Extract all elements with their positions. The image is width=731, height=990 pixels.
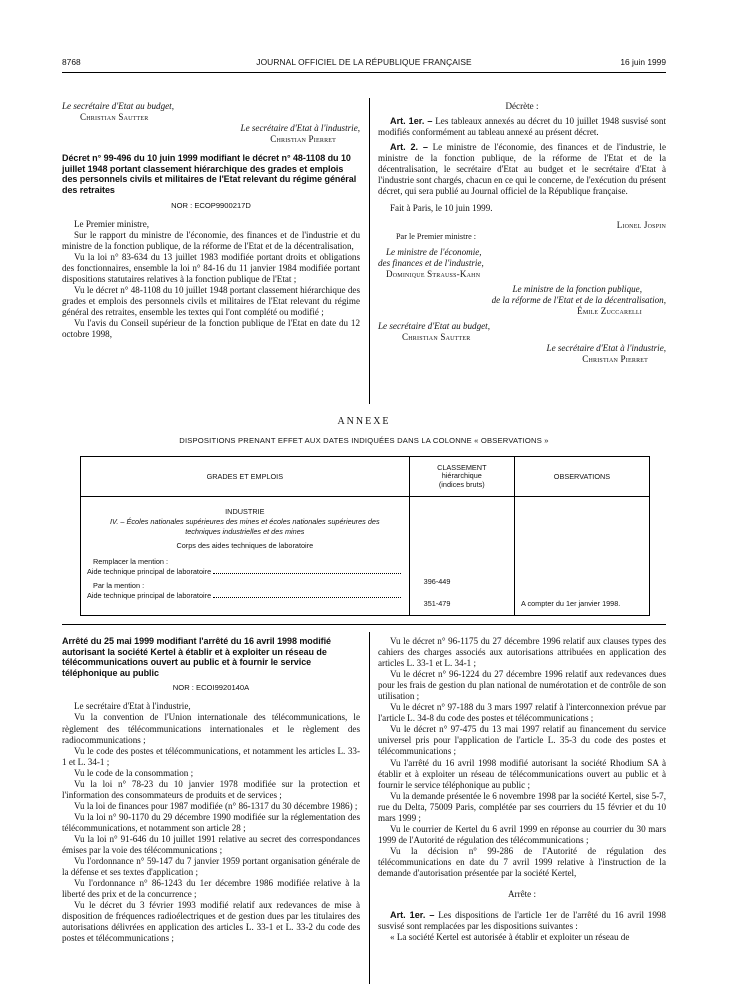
signatory-title: des finances et de l'industrie,	[378, 257, 484, 268]
arrete-label: Arrête :	[507, 889, 537, 900]
column-header-grades: GRADES ET EMPLOIS	[81, 457, 410, 497]
signatory-name: Christian Sautter	[80, 112, 149, 123]
paragraph: Vu la demande présentée le 6 novembre 1998 par la société Kertel, sise 5-7, rue du Delta, 75009 Paris, complétée par ses courriers du 15 février et du 10 mars 1999 ;	[378, 790, 666, 823]
annexe-subtitle: DISPOSITIONS PRENANT EFFET AUX DATES INDIQUÉES DANS LA COLONNE « OBSERVATIONS »	[179, 436, 549, 445]
page-number: 8768	[62, 57, 81, 67]
signatory-title: de la réforme de l'Etat et de la décentralisation,	[491, 294, 666, 305]
header-line: CLASSEMENT	[437, 462, 487, 472]
paragraph: Vu le décret du 3 février 1993 modifié relatif aux redevances de mise à disposition de fréquences radioélectriques et de gestion dues par les titulaires des autorisations délivrées en application des articles L. 33-1 et L. 33-2 du code des postes et télécommunications ;	[62, 900, 360, 944]
quote-line: « La société Kertel est autorisée à établir et exploiter un réseau de	[390, 932, 630, 943]
paragraph: Vu le décret n° 96-1224 du 27 décembre 1996 relatif aux redevances dues pour les frais de gestion du plan national de numérotation et de contrôle de son utilisation ;	[378, 669, 666, 702]
column-header-classement	[409, 457, 514, 497]
par-premier-ministre: Par le Premier ministre :	[396, 232, 477, 242]
paragraph: Vu la convention de l'Union internationale des télécommunications, le règlement des télécommunications internationales et le règlement des radiocommunications ;	[62, 712, 360, 745]
row-value: 351-479	[423, 599, 451, 608]
classement-cell	[409, 497, 514, 616]
signatory-title: Le secrétaire d'Etat au budget,	[62, 101, 174, 111]
column-header-observations: OBSERVATIONS	[514, 457, 649, 497]
page-header	[62, 57, 666, 71]
column-divider-top	[369, 98, 370, 404]
paragraph: Vu l'avis du Conseil supérieur de la fonction publique de l'Etat en date du 12 octobre 1998,	[62, 318, 360, 340]
paragraph: Vu la loi de finances pour 1987 modifiée (n° 86-1317 du 30 décembre 1986) ;	[74, 800, 358, 811]
signatory-title: Le secrétaire d'Etat à l'industrie,	[240, 123, 360, 134]
journal-title: JOURNAL OFFICIEL DE LA RÉPUBLIQUE FRANÇAISE	[256, 57, 472, 67]
annexe-title: ANNEXE	[337, 416, 391, 427]
table-row	[87, 567, 403, 577]
par-label: Par la mention :	[93, 581, 145, 590]
paragraph: Vu la décision n° 99-286 de l'Autorité de régulation des télécommunications en date du 7 avril 1999 relative à l'instruction de la demande d'autorisation présentée par la société Kertel,	[378, 845, 666, 878]
decrete-label: Décrète :	[505, 101, 539, 111]
table-body-row	[81, 497, 650, 616]
leader-dots	[213, 591, 401, 598]
nor-reference	[62, 682, 360, 693]
fait-line: Fait à Paris, le 10 juin 1999.	[390, 203, 493, 214]
article-label: Art. 1er. –	[390, 910, 435, 921]
signatory-name: Christian Pierret	[582, 353, 648, 364]
annexe-table	[80, 456, 650, 616]
paragraph: Vu l'arrêté du 16 avril 1998 modifié autorisant la société Rhodium SA à établir et à exploiter un réseau de télécommunications ouvert au public et à fournir le service téléphonique au public ;	[378, 757, 666, 790]
article-text: Les tableaux annexés au décret du 10 juillet 1948 susvisé sont modifiés conformément au tableau annexé au présent décret.	[378, 116, 666, 138]
leader-dots	[213, 567, 401, 574]
article-text: Les dispositions de l'article 1er de l'arrêté du 16 avril 1998 susvisé sont remplacées par les dispositions suivantes :	[378, 910, 666, 932]
article-1	[378, 116, 666, 138]
nor-reference	[62, 200, 360, 211]
row-value: 396-449	[423, 577, 451, 586]
visa-list	[378, 636, 666, 879]
paragraph: Vu le décret n° 48-1108 du 10 juillet 1948 portant classement hiérarchique des grades et emplois des personnels civils et militaires de l'Etat relevant du régime général des retraites, ensemble les textes qui l'ont complété ou modifié ;	[62, 284, 360, 317]
observations-cell	[514, 497, 649, 616]
article-text: Le ministre de l'économie, des finances et de l'industrie, le ministre de la fonction publique, de la réforme de l'Etat et de la décentralisation, le secrétaire d'Etat au budget et le secrétaire d'Etat à l'industrie sont chargés, chacun en ce qui le concerne, de l'exécution du présent décret, qui sera publié au Journal officiel de la République française.	[378, 142, 666, 197]
article-1	[378, 910, 666, 932]
paragraph: Vu le décret n° 97-188 du 3 mars 1997 relatif à l'interconnexion prévue par l'article L. 34-8 du code des postes et télécommunications ;	[378, 702, 666, 724]
header-line: hiérarchique	[441, 471, 482, 481]
signatory-title: Le secrétaire d'Etat au budget,	[378, 320, 490, 331]
ministry-heading: INDUSTRIE	[225, 507, 265, 516]
section-rule	[62, 624, 666, 625]
article-label: Art. 2. –	[390, 142, 428, 153]
issue-date: 16 juin 1999	[620, 57, 666, 67]
paragraph: Vu le code des postes et télécommunications, et notamment les articles L. 33-1 et L. 34-1 ;	[62, 745, 360, 767]
arrete-title: Arrêté du 25 mai 1999 modifiant l'arrêté du 16 avril 1998 modifié autorisant la société Kertel à établir et à exploiter un réseau de télécommunications ouvert au public et à fournir le service téléphonique au public	[62, 636, 332, 678]
signatory-name: Dominique Strauss-Kahn	[386, 268, 481, 279]
header-rule	[62, 72, 666, 73]
paragraph: Vu la loi n° 90-1170 du 29 décembre 1990 modifiée sur la réglementation des télécommunications, et notamment son article 28 ;	[62, 811, 360, 833]
paragraph: Vu la loi n° 78-23 du 10 janvier 1978 modifiée sur la protection et l'information des consommateurs de produits et de services ;	[62, 778, 360, 800]
corps-heading: Corps des aides techniques de laboratoire	[176, 541, 314, 550]
table-header-row	[81, 457, 650, 497]
signatory-name: Christian Sautter	[402, 331, 471, 342]
nor-code: NOR : ECOI9920140A	[172, 683, 250, 693]
nor-code: NOR : ECOP9900217D	[171, 200, 251, 210]
section-heading: IV. – Écoles nationales supérieures des mines et écoles nationales supérieures des techniques industrielles et des mines	[110, 517, 380, 536]
table-row	[87, 591, 403, 601]
paragraph: Sur le rapport du ministre de l'économie, des finances et de l'industrie et du ministre de la fonction publique, de la réforme de l'Etat et de la décentralisation,	[62, 229, 360, 251]
column-divider-bottom	[369, 632, 370, 984]
bottom-right-column	[378, 636, 666, 943]
paragraph: Le Premier ministre,	[74, 218, 150, 229]
remplacer-label: Remplacer la mention :	[93, 557, 169, 566]
grades-cell	[81, 497, 410, 616]
paragraph: Vu l'ordonnance n° 86-1243 du 1er décembre 1986 modifiée relative à la liberté des prix et de la concurrence ;	[62, 878, 360, 900]
paragraph: Vu la loi n° 83-634 du 13 juillet 1983 modifiée portant droits et obligations des fonctionnaires, ensemble la loi n° 84-16 du 11 janvier 1984 modifiée portant dispositions statutaires relatives à la fonction publique de l'Etat ;	[62, 251, 360, 284]
paragraph: Vu l'ordonnance n° 59-147 du 7 janvier 1959 portant organisation générale de la défense et ses textes d'application ;	[62, 856, 360, 878]
article-label: Art. 1er. –	[390, 116, 433, 127]
paragraph: Vu le code de la consommation ;	[74, 767, 194, 778]
signatory-title: Le ministre de la fonction publique,	[512, 283, 642, 294]
row-label: Aide technique principal de laboratoire	[87, 567, 212, 576]
paragraph: Vu la loi n° 91-646 du 10 juillet 1991 relative au secret des correspondances émises par la voie des télécommunications ;	[62, 833, 360, 856]
row-observation: A compter du 1er janvier 1998.	[520, 599, 621, 608]
signatory-name: Lionel Jospin	[616, 220, 666, 231]
decree-title: Décret n° 99-496 du 10 juin 1999 modifiant le décret n° 48-1108 du 10 juillet 1948 portant classement hiérarchique des grades et emplois des personnels civils et militaires de l'Etat relevant du régime général des retraites	[62, 153, 357, 195]
signatory-name: Christian Pierret	[270, 134, 336, 145]
top-right-column	[378, 101, 666, 365]
paragraph: Vu le décret n° 96-1175 du 27 décembre 1996 relatif aux clauses types des cahiers des charges associés aux autorisations attribuées en application des articles L. 33-1 et L. 34-1 ;	[378, 636, 666, 669]
row-label: Aide technique principal de laboratoire	[87, 591, 212, 600]
top-left-column	[62, 101, 360, 340]
paragraph: Vu le courrier de Kertel du 6 avril 1999 en réponse au courrier du 30 mars 1999 de l'Autorité de régulation des télécommunications ;	[378, 823, 666, 845]
paragraph: Vu le décret n° 97-475 du 13 mai 1997 relatif au financement du service universel pris pour l'application de l'article L. 35-3 du code des postes et télécommunications ;	[378, 724, 666, 757]
header-line: (indices bruts)	[438, 479, 485, 489]
bottom-left-column	[62, 636, 360, 944]
signatory-name: Émile Zuccarelli	[577, 305, 642, 316]
paragraph: Le secrétaire d'Etat à l'industrie,	[74, 701, 191, 712]
article-2	[378, 142, 666, 197]
visa-list	[62, 701, 360, 944]
signatory-title: Le secrétaire d'Etat à l'industrie,	[546, 342, 666, 353]
signatory-title: Le ministre de l'économie,	[386, 246, 482, 257]
